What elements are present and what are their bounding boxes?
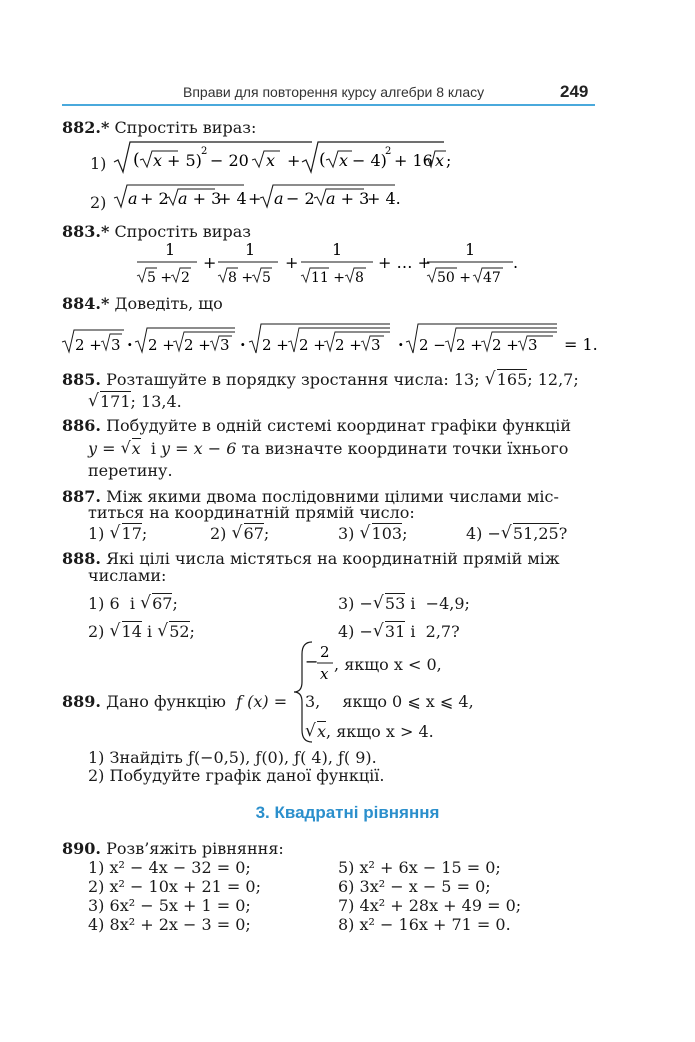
- punct: ?: [558, 524, 568, 543]
- svg-text:·: ·: [398, 335, 404, 354]
- radicand: 14: [121, 622, 142, 641]
- function-y-sqrt-x: y = √ x: [88, 438, 141, 458]
- case-condition: якщо x < 0,: [344, 655, 442, 674]
- svg-text:2 +: 2 +: [492, 336, 519, 354]
- exercise-number: 886.: [62, 416, 101, 435]
- svg-text:1: 1: [465, 240, 476, 259]
- exercise-text: Спростіть вираз: [114, 222, 251, 241]
- exercise-number: 885.: [62, 370, 101, 389]
- radicand: 165: [496, 370, 528, 389]
- radicand: 67: [243, 524, 264, 543]
- separator: ;: [527, 370, 533, 389]
- equation-2: 2) x² − 10x + 21 = 0;: [88, 877, 261, 896]
- exercise-888-item-3: [338, 594, 470, 614]
- svg-text:+ 5): + 5): [167, 151, 202, 170]
- svg-text:+ 2: + 2: [140, 189, 169, 208]
- punct: ;: [402, 524, 408, 543]
- exercise-number: 890.: [62, 839, 101, 858]
- punct: ;: [141, 524, 148, 543]
- exercise-888-item-4: [338, 622, 460, 642]
- exercise-886-line2: [88, 439, 568, 459]
- svg-text:a: a: [274, 189, 284, 208]
- case-3: √ x, якщо x > 4.: [305, 721, 434, 741]
- exercise-887-item-4: [466, 524, 567, 544]
- svg-text:x: x: [153, 151, 163, 170]
- formula-882-1: [112, 138, 452, 178]
- svg-text:2: 2: [181, 270, 190, 286]
- radicand: 171: [100, 392, 131, 411]
- exercise-number: 888.: [62, 549, 101, 568]
- svg-text:2 +: 2 +: [299, 336, 326, 354]
- conjunction: і: [150, 439, 156, 458]
- svg-text:.: .: [513, 253, 519, 272]
- exercise-number: 883.*: [62, 222, 110, 241]
- exercise-text: Розташуйте в порядку зростання числа: 13;: [106, 370, 480, 389]
- exercise-887-item-3: [338, 524, 407, 544]
- equation-7: 7) 4x² + 28x + 49 = 0;: [338, 896, 522, 915]
- sqrt-51-25: √ 51,25: [500, 523, 559, 543]
- case-condition: якщо 0 ⩽ x ⩽ 4,: [342, 692, 474, 711]
- item-rest: і 2,7?: [410, 622, 460, 641]
- svg-text:3: 3: [220, 336, 230, 354]
- svg-text:5 +: 5 +: [147, 270, 173, 286]
- svg-text:+: +: [285, 253, 299, 272]
- exercise-888-line2: числами:: [88, 566, 167, 585]
- svg-text:x: x: [266, 151, 276, 170]
- header-rule: [62, 104, 595, 106]
- svg-text:3: 3: [528, 336, 538, 354]
- exercise-889-q1: 1) Знайдіть ƒ(−0,5), ƒ(0), ƒ( 4), ƒ( 9).: [88, 748, 377, 767]
- svg-text:8: 8: [355, 270, 364, 286]
- exercise-887-line2: титься на координатній прямій число:: [88, 503, 415, 522]
- sqrt-14: √ 14: [109, 621, 142, 641]
- running-title: Вправи для повторення курсу алгебри 8 класу: [183, 84, 485, 100]
- punct: ,: [334, 655, 340, 674]
- exercise-888-item-1: [88, 594, 178, 614]
- svg-text:x: x: [339, 151, 349, 170]
- svg-text:+: +: [203, 253, 217, 272]
- sqrt-165: √ 165: [484, 369, 528, 389]
- svg-text:2 +: 2 +: [262, 336, 289, 354]
- svg-text:8 +: 8 +: [228, 270, 254, 286]
- item-label: 4) −: [338, 622, 373, 641]
- case-condition: якщо x > 4.: [336, 722, 434, 741]
- punct: ;: [263, 524, 270, 543]
- exercise-number: 889.: [62, 692, 101, 711]
- svg-text:2: 2: [201, 146, 208, 157]
- svg-text:5: 5: [262, 270, 271, 286]
- radicand: 52: [169, 622, 190, 641]
- radicand: 103: [371, 524, 403, 543]
- radicand: 51,25: [512, 524, 559, 543]
- equation-5: 5) x² + 6x − 15 = 0;: [338, 858, 501, 877]
- svg-text:+: +: [287, 151, 301, 170]
- svg-text:+ 16: + 16: [394, 151, 433, 170]
- radicand: 17: [121, 524, 142, 543]
- svg-text:3: 3: [371, 336, 381, 354]
- svg-text:2 +: 2 +: [75, 336, 102, 354]
- case-1: [334, 655, 442, 675]
- exercise-887-item-1: [88, 524, 147, 544]
- svg-text:a + 3: a + 3: [326, 189, 370, 208]
- svg-text:2 +: 2 +: [184, 336, 211, 354]
- sqrt-31: √ 31: [372, 621, 406, 641]
- exercise-888-item-2: [88, 622, 195, 642]
- formula-884: [60, 320, 600, 360]
- case-2: [305, 692, 474, 712]
- number: ; 13,4.: [130, 392, 182, 411]
- exercise-887-item-2: [210, 524, 269, 544]
- exercise-number: 882.*: [62, 118, 110, 137]
- svg-text:2 −: 2 −: [419, 336, 446, 354]
- sqrt-17: √ 17: [109, 523, 142, 543]
- svg-text:2: 2: [385, 146, 392, 157]
- svg-text:2: 2: [320, 643, 330, 661]
- exercise-text: Доведіть, що: [114, 294, 223, 313]
- svg-text:a: a: [128, 189, 138, 208]
- exercise-885-line2: [88, 392, 182, 412]
- svg-text:11 +: 11 +: [311, 270, 345, 286]
- function-y-x-6: y = x − 6: [161, 439, 237, 458]
- formula-883: [135, 238, 535, 290]
- exercise-890-title: [62, 839, 284, 859]
- svg-text:3: 3: [111, 336, 121, 354]
- exercise-text: Побудуйте в одній системі координат графіки функцій: [106, 416, 572, 435]
- radicand: 31: [384, 622, 406, 641]
- svg-text:−: −: [305, 652, 319, 671]
- svg-text:47: 47: [483, 270, 501, 286]
- exercise-text: Спростіть вираз:: [114, 118, 257, 137]
- exercise-889-title: [62, 692, 287, 712]
- equation-8: 8) x² − 16x + 71 = 0.: [338, 915, 511, 934]
- exercise-884-title: [62, 294, 223, 314]
- exercise-text: Між якими двома послідовними цілими числами міс-: [106, 487, 559, 506]
- function-label: f (x) =: [236, 692, 288, 711]
- punct: ;: [172, 594, 178, 613]
- svg-text:− 20: − 20: [210, 151, 249, 170]
- exercise-885-line1: [62, 370, 579, 390]
- svg-text:2 +: 2 +: [148, 336, 175, 354]
- svg-text:+: +: [248, 189, 262, 208]
- item-label: 1): [90, 154, 107, 173]
- punct: ;: [189, 622, 195, 641]
- svg-text:+ 4.: + 4.: [367, 189, 401, 208]
- svg-text:·: ·: [240, 335, 246, 354]
- exercise-text: Розв’яжіть рівняння:: [106, 839, 284, 858]
- exercise-text: Які цілі числа містяться на координатній прямій між: [106, 549, 560, 568]
- section-title: 3. Квадратні рівняння: [255, 803, 440, 822]
- page-number: 249: [560, 82, 589, 101]
- exercise-text: Дано функцію: [106, 692, 226, 711]
- conjunction: і: [146, 622, 153, 641]
- svg-text:2 +: 2 +: [335, 336, 362, 354]
- svg-text:= 1.: = 1.: [564, 335, 598, 354]
- sqrt-103: √ 103: [359, 523, 403, 543]
- item-label: 2): [88, 622, 105, 641]
- svg-text:x: x: [320, 665, 329, 683]
- item-label: 1) 6 і: [88, 594, 135, 613]
- exercise-886-line3: перетину.: [88, 461, 173, 480]
- page-header: [0, 0, 695, 110]
- radicand: 53: [384, 594, 406, 613]
- item-label: 4) −: [466, 524, 501, 543]
- sqrt-53: √ 53: [372, 593, 406, 613]
- item-label: 2): [90, 193, 107, 212]
- case-value: 3,: [305, 692, 321, 711]
- sqrt-67: √ 67: [231, 523, 264, 543]
- svg-text:;: ;: [446, 151, 452, 170]
- item-rest: і −4,9;: [410, 594, 470, 613]
- equation-6: 6) 3x² − x − 5 = 0;: [338, 877, 491, 896]
- number: 12,7;: [537, 370, 579, 389]
- sqrt-x: √ x: [305, 721, 327, 741]
- item-label: 2): [210, 524, 227, 543]
- svg-text:·: ·: [127, 335, 133, 354]
- sqrt-52: √ 52: [157, 621, 190, 641]
- exercise-882-title: [62, 118, 256, 138]
- svg-text:1: 1: [165, 240, 176, 259]
- sqrt-67: √ 67: [140, 593, 173, 613]
- svg-text:+ … +: + … +: [378, 253, 431, 272]
- item-label: 1): [88, 524, 105, 543]
- svg-text:50 +: 50 +: [437, 270, 471, 286]
- equation-1: 1) x² − 4x − 32 = 0;: [88, 858, 251, 877]
- formula-882-2: [112, 180, 412, 212]
- exercise-number: 887.: [62, 487, 101, 506]
- svg-text:− 4): − 4): [352, 151, 387, 170]
- equation-4: 4) 8x² + 2x − 3 = 0;: [88, 915, 251, 934]
- svg-text:1: 1: [332, 240, 343, 259]
- radicand: 67: [152, 594, 173, 613]
- svg-text:2 +: 2 +: [456, 336, 483, 354]
- exercise-text: та визначте координати точки їхнього: [241, 439, 569, 458]
- exercise-889-q2: 2) Побудуйте графік даної функції.: [88, 766, 385, 785]
- exercise-886-line1: [62, 416, 571, 436]
- svg-text:x: x: [435, 151, 445, 170]
- svg-text:a + 3: a + 3: [178, 189, 222, 208]
- svg-text:− 2: − 2: [286, 189, 315, 208]
- item-label: 3): [338, 524, 355, 543]
- exercise-number: 884.*: [62, 294, 110, 313]
- svg-text:1: 1: [245, 240, 256, 259]
- svg-text:(: (: [319, 150, 326, 170]
- item-label: 3) −: [338, 594, 373, 613]
- equation-3: 3) 6x² − 5x + 1 = 0;: [88, 896, 251, 915]
- sqrt-171: √ 171: [88, 391, 131, 411]
- svg-text:(: (: [133, 150, 140, 170]
- svg-text:+ 4: + 4: [218, 189, 247, 208]
